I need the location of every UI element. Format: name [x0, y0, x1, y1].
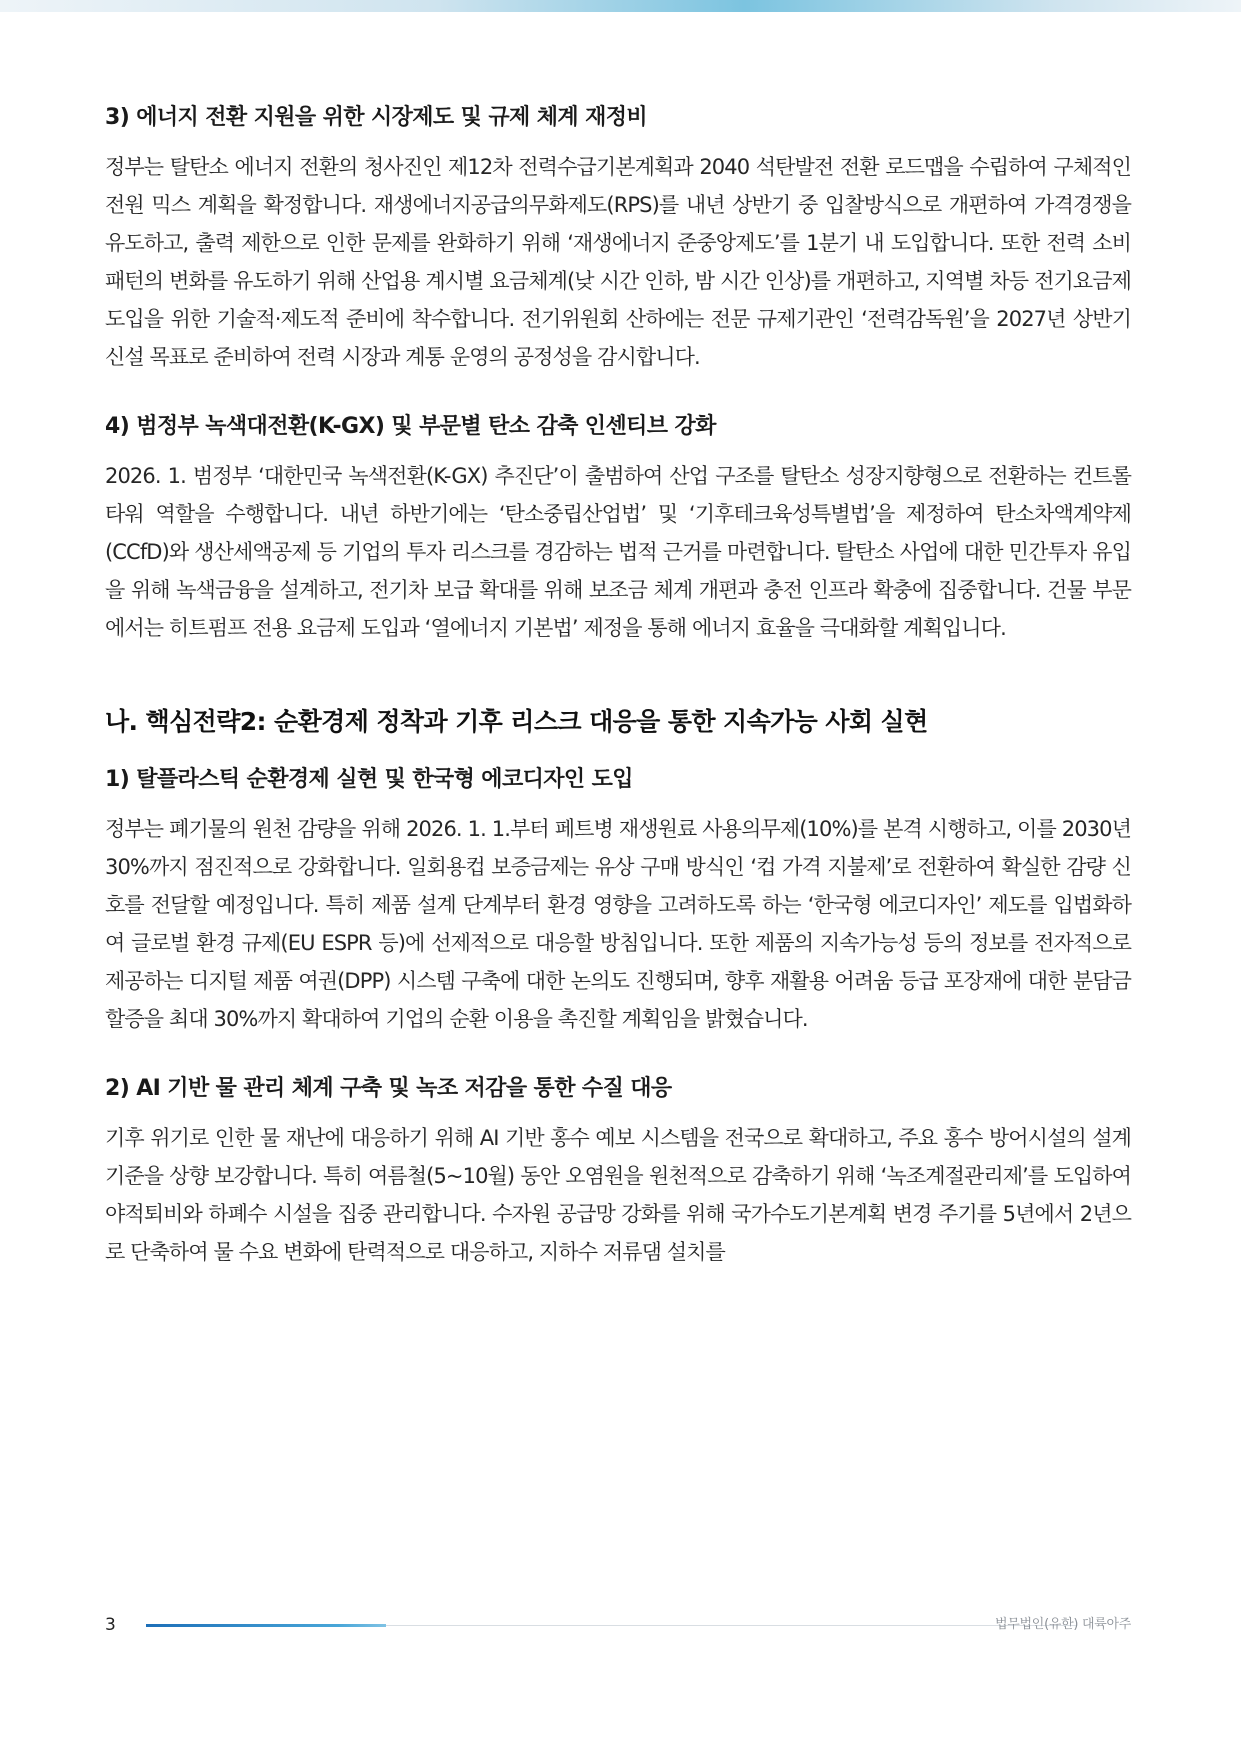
subsection-heading-2: 2) AI 기반 물 관리 체계 구축 및 녹조 저감을 통한 수질 대응 [105, 1076, 672, 1101]
page-footer [105, 1612, 1131, 1638]
subsection-heading-1: 1) 탈플라스틱 순환경제 실현 및 한국형 에코디자인 도입 [105, 767, 633, 792]
document-body [105, 100, 1131, 1271]
firm-name: 법무법인(유한) 대륙아주 [995, 1617, 1131, 1632]
section-paragraph-4: 2026. 1. 범정부 ‘대한민국 녹색전환(K-GX) 추진단’이 출범하여 산업 구조를 탈탄소 성장지향형으로 전환하는 컨트롤타워 역할을 수행합니다. 내년 하반기에는 ‘탄소중립산업법’ 및 ‘기후테크육성특별법’을 제정하여 탄소차액계약제(CCfD)와 생산세액공제 등 기업의 투자 리스크를 경감하는 법적 근거를 마련합니다. 탈탄소 사업에 대한 민간투자 유입을 위해 녹색금융을 설계하고, 전기차 보급 확대를 위해 보조금 체계 개편과 충전 인프라 확충에 집중합니다. 건물 부문에서는 히트펌프 전용 요금제 도입과 ‘열에너지 기본법’ 제정을 통해 에너지 효율을 극대화할 계획입니다. [105, 464, 1131, 640]
section-heading-3: 3) 에너지 전환 지원을 위한 시장제도 및 규제 체계 재정비 [105, 105, 648, 130]
section-paragraph-3: 정부는 탈탄소 에너지 전환의 청사진인 제12차 전력수급기본계획과 2040 석탄발전 전환 로드맵을 수립하여 구체적인 전원 믹스 계획을 확정합니다. 재생에너지공급의무화제도(RPS)를 내년 상반기 중 입찰방식으로 개편하여 가격경쟁을 유도하고, 출력 제한으로 인한 문제를 완화하기 위해 ‘재생에너지 준중앙제도’를 1분기 내 도입합니다. 또한 전력 소비 패턴의 변화를 유도하기 위해 산업용 계시별 요금체계(낮 시간 인하, 밤 시간 인상)를 개편하고, 지역별 차등 전기요금제 도입을 위한 기술적·제도적 준비에 착수합니다. 전기위원회 산하에는 전문 규제기관인 ‘전력감독원’을 2027년 상반기 신설 목표로 준비하여 전력 시장과 계통 운영의 공정성을 감시합니다. [105, 155, 1131, 369]
top-decorative-bar [0, 0, 1241, 12]
page-number: 3 [105, 1615, 116, 1635]
section-heading-4: 4) 범정부 녹색대전환(K-GX) 및 부문별 탄소 감축 인센티브 강화 [105, 414, 716, 439]
footer-accent-bar [146, 1624, 386, 1627]
subsection-paragraph-1: 정부는 폐기물의 원천 감량을 위해 2026. 1. 1.부터 페트병 재생원료 사용의무제(10%)를 본격 시행하고, 이를 2030년 30%까지 점진적으로 강화합니다. 일회용컵 보증금제는 유상 구매 방식인 ‘컵 가격 지불제’로 전환하여 확실한 감량 신호를 전달할 예정입니다. 특히 제품 설계 단계부터 환경 영향을 고려하도록 하는 ‘한국형 에코디자인’ 제도를 입법화하여 글로벌 환경 규제(EU ESPR 등)에 선제적으로 대응할 방침입니다. 또한 제품의 지속가능성 등의 정보를 전자적으로 제공하는 디지털 제품 여권(DPP) 시스템 구축에 대한 논의도 진행되며, 향후 재활용 어려움 등급 포장재에 대한 분담금 할증을 최대 30%까지 확대하여 기업의 순환 이용을 촉진할 계획임을 밝혔습니다. [105, 817, 1131, 1031]
subsection-paragraph-2: 기후 위기로 인한 물 재난에 대응하기 위해 AI 기반 홍수 예보 시스템을 전국으로 확대하고, 주요 홍수 방어시설의 설계 기준을 상향 보강합니다. 특히 여름철(5~10월) 동안 오염원을 원천적으로 감축하기 위해 ‘녹조계절관리제’를 도입하여 야적퇴비와 하폐수 시설을 집중 관리합니다. 수자원 공급망 강화를 위해 국가수도기본계획 변경 주기를 5년에서 2년으로 단축하여 물 수요 변화에 탄력적으로 대응하고, 지하수 저류댐 설치를 [105, 1126, 1131, 1264]
strategy-heading: 나. 핵심전략2: 순환경제 정착과 기후 리스크 대응을 통한 지속가능 사회 실현 [105, 707, 928, 736]
